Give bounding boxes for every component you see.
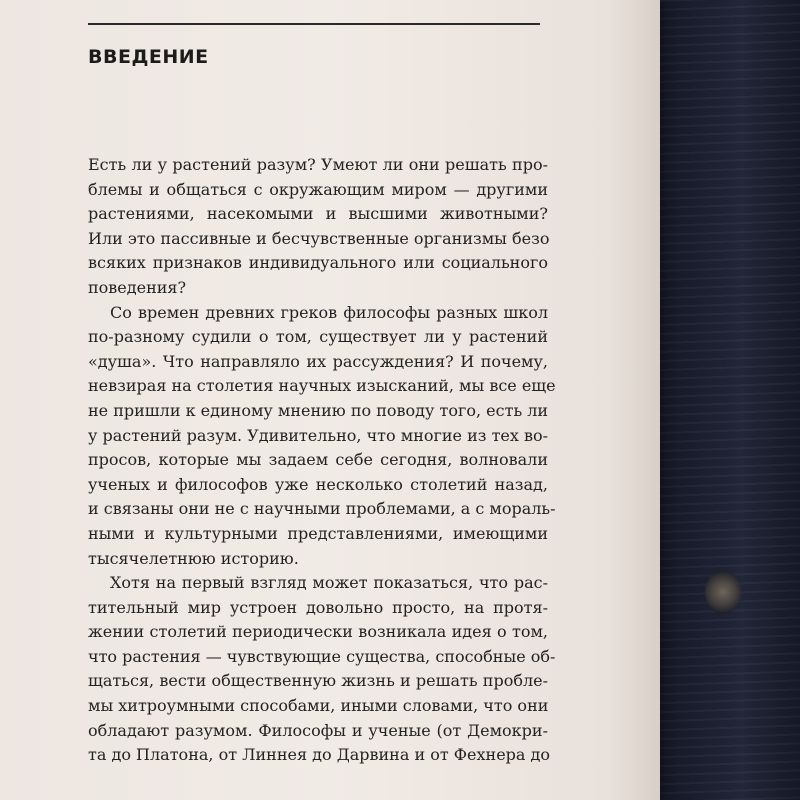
chapter-heading: ВВЕДЕНИЕ bbox=[88, 46, 209, 68]
wood-knot bbox=[705, 570, 741, 614]
text-line: «душа». Что направляло их рассуждения? И почему, bbox=[88, 351, 548, 371]
wooden-board bbox=[655, 0, 800, 800]
text-line: поведения? bbox=[88, 277, 187, 297]
text-line: невзирая на столетия научных изысканий, мы все еще bbox=[88, 376, 556, 396]
text-line: и связаны они не с научными проблемами, а с мораль- bbox=[88, 499, 556, 519]
text-line: не пришли к единому мнению по поводу того, есть ли bbox=[88, 400, 549, 420]
text-line: тительный мир устроен довольно просто, на протя- bbox=[88, 597, 548, 617]
text-line: у растений разум. Удивительно, что многие из тех во- bbox=[88, 425, 549, 445]
text-line: всяких признаков индивидуального или социального bbox=[88, 253, 548, 273]
text-line: Со времен древних греков философы разных школ bbox=[110, 302, 548, 322]
text-line: та до Платона, от Линнея до Дарвина и от Фехнера до bbox=[88, 745, 551, 765]
text-line: тысячелетнюю историю. bbox=[88, 548, 299, 568]
header-rule bbox=[88, 23, 540, 25]
text-line: мы хитроумными способами, иными словами, что они bbox=[88, 696, 549, 716]
text-line: ными и культурными представлениями, имеющими bbox=[88, 523, 548, 543]
text-line: Есть ли у растений разум? Умеют ли они решать про- bbox=[88, 155, 548, 174]
text-line: просов, которые мы задаем себе сегодня, волновали bbox=[88, 450, 548, 470]
text-line: жении столетий периодически возникала идея о том, bbox=[88, 622, 548, 642]
text-line: обладают разумом. Философы и ученые (от Демокри- bbox=[88, 720, 548, 740]
text-line: блемы и общаться с окружающим миром — другими bbox=[88, 179, 548, 199]
text-line: Хотя на первый взгляд может показаться, что рас- bbox=[110, 573, 548, 593]
text-line: ученых и философов уже несколько столетий назад, bbox=[88, 474, 548, 494]
body-text bbox=[88, 153, 556, 768]
text-line: по-разному судили о том, существует ли у растений bbox=[88, 327, 548, 347]
text-line: растениями, насекомыми и высшими животными? bbox=[88, 204, 548, 224]
text-line: что растения — чувствующие существа, способные об- bbox=[88, 646, 556, 666]
text-line: Или это пассивные и бесчувственные организмы безо bbox=[88, 228, 550, 248]
text-line: щаться, вести общественную жизнь и решать пробле- bbox=[88, 671, 548, 691]
